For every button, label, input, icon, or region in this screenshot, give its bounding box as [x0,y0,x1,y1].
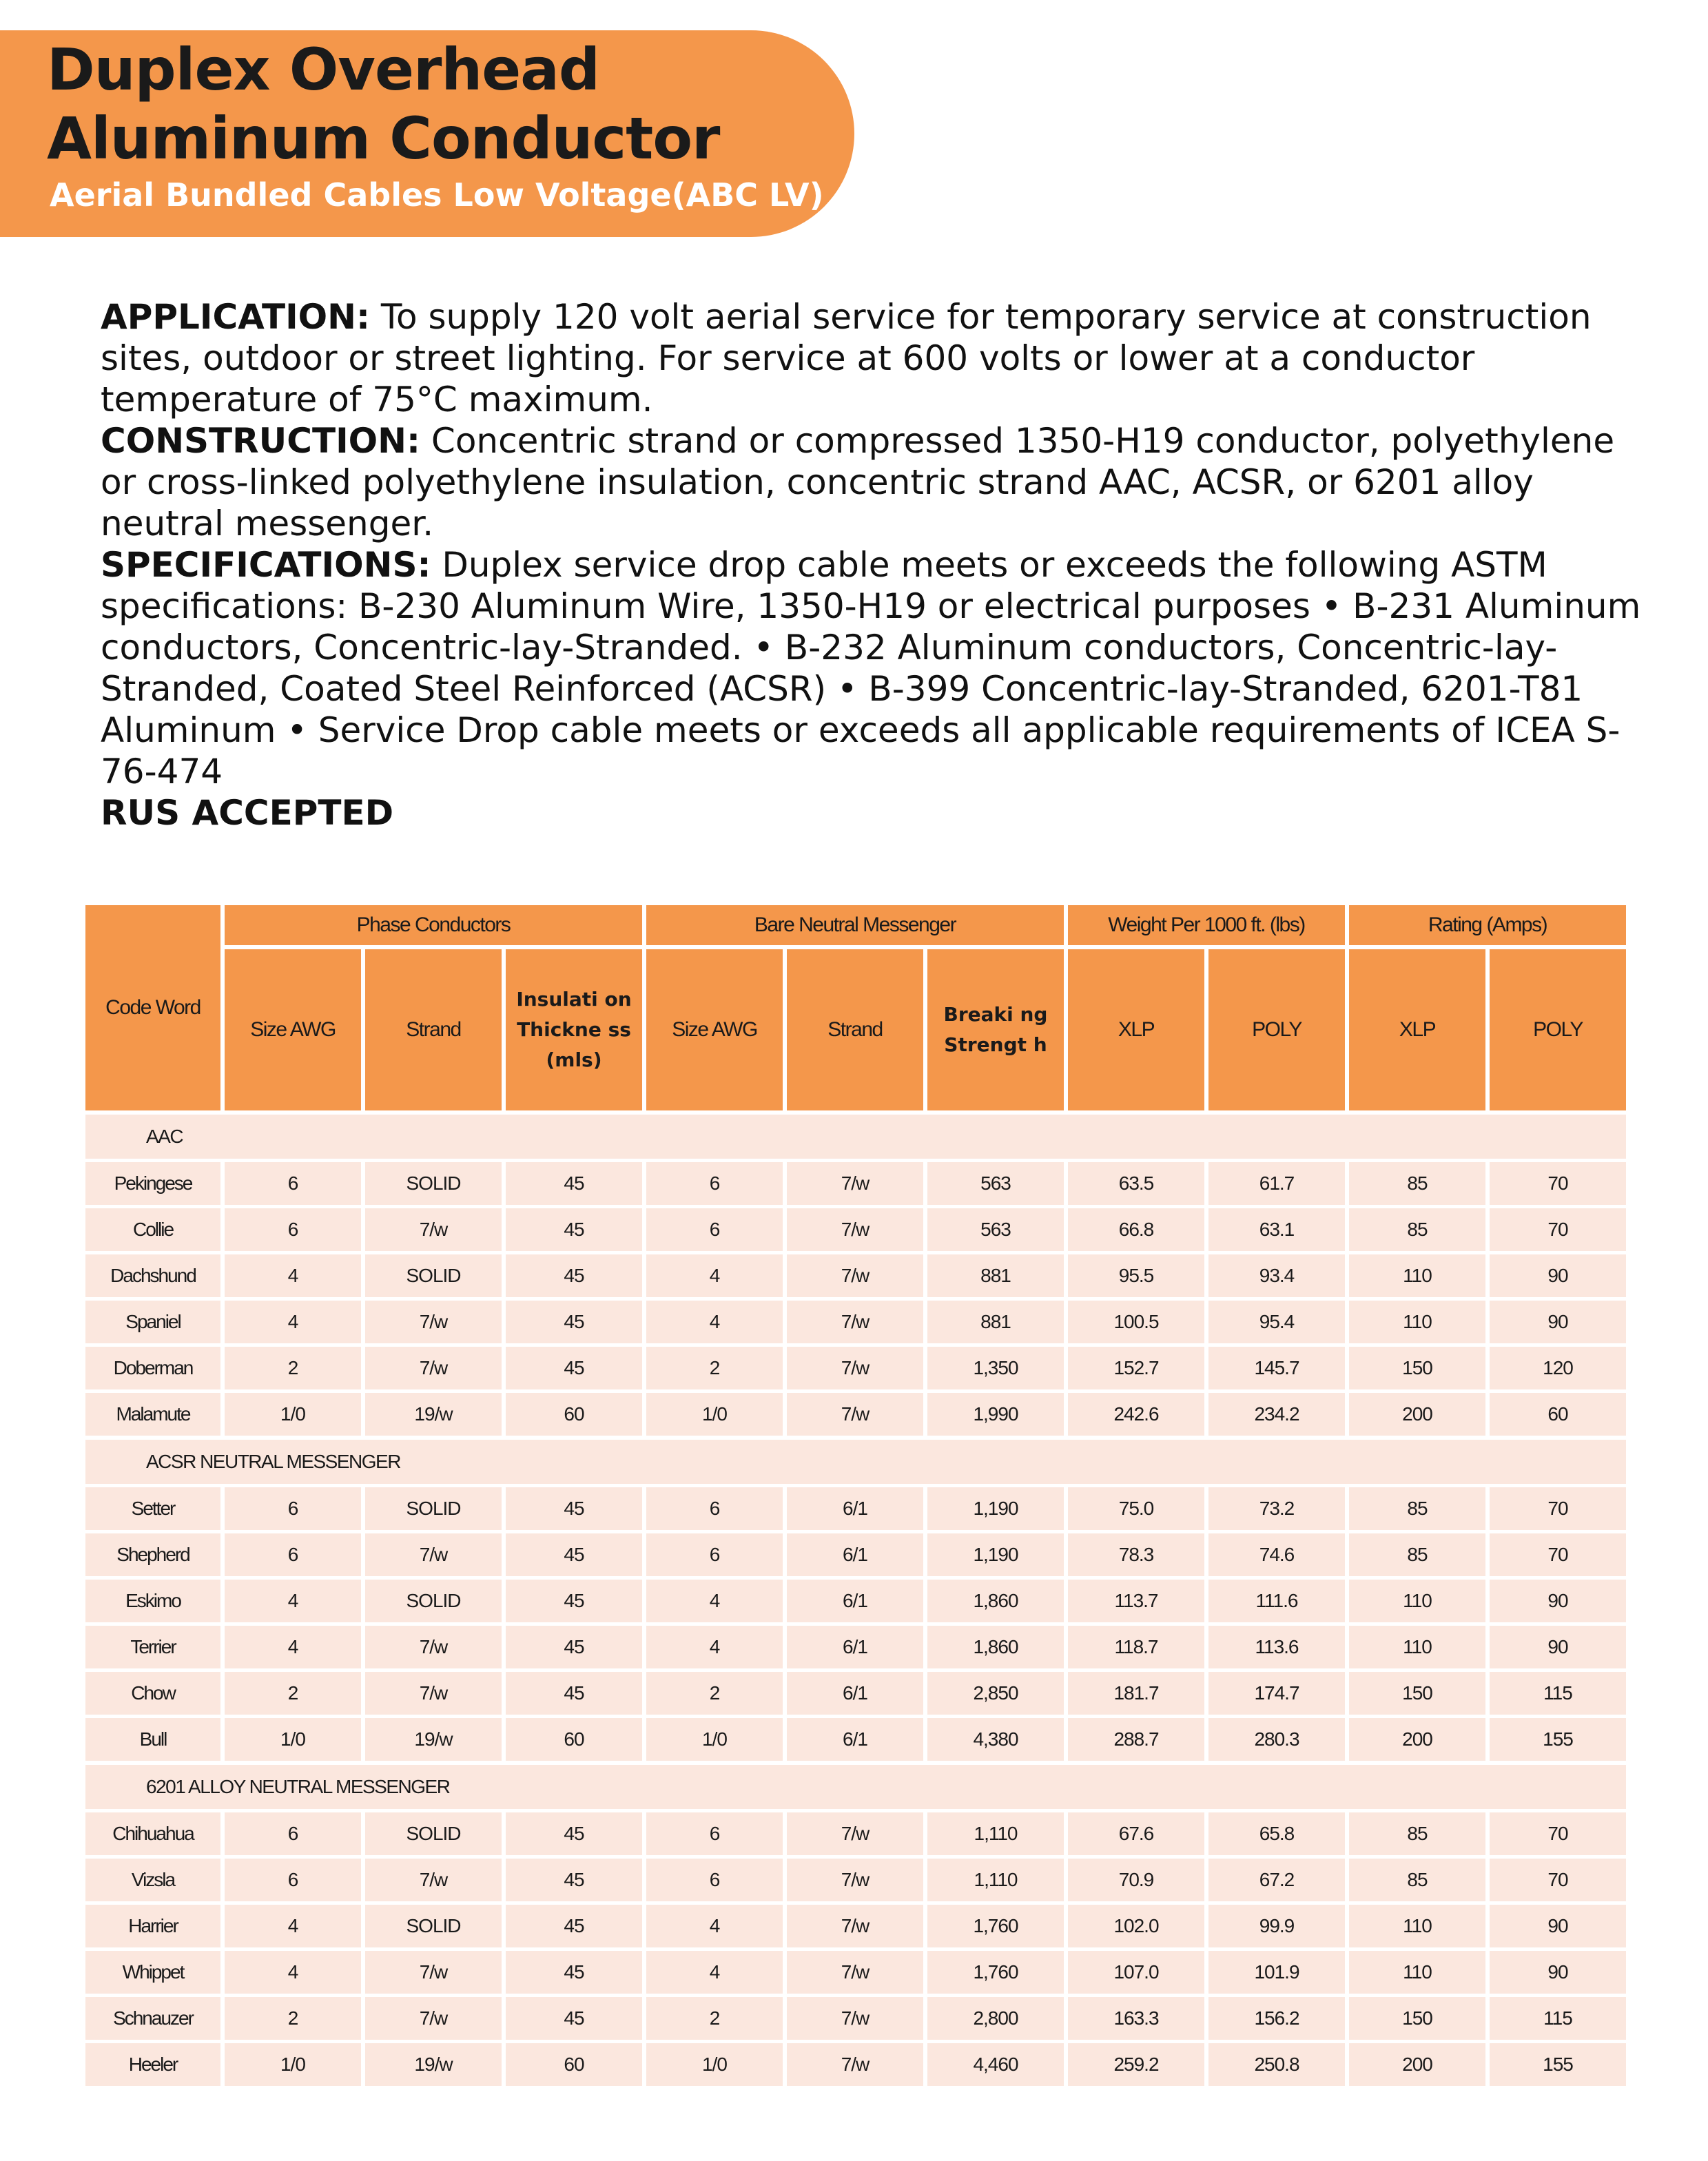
table-cell: 4,380 [927,1715,1064,1761]
construction-paragraph [101,420,1644,544]
table-cell: 1,190 [927,1484,1064,1530]
table-cell: 19/w [365,1389,502,1436]
table-cell: 1,860 [927,1622,1064,1668]
code-word-cell: Terrier [85,1622,220,1668]
table-cell: 150 [1349,1994,1485,2040]
table-cell: 6 [225,1159,361,1205]
table-cell: 6 [646,1530,783,1576]
table-cell: 70 [1490,1205,1626,1251]
table-cell: 6 [225,1484,361,1530]
table-cell: 45 [506,1994,642,2040]
table-cell: 1,990 [927,1389,1064,1436]
table-cell: 2 [225,1343,361,1389]
table-cell: 4 [646,1251,783,1297]
table-cell: SOLID [365,1484,502,1530]
table-cell: 2 [225,1668,361,1715]
code-word-cell: Whippet [85,1947,220,1994]
table-cell: 107.0 [1068,1947,1204,1994]
table-cell: 200 [1349,2040,1485,2086]
table-cell: 45 [506,1947,642,1994]
code-word-cell: Spaniel [85,1297,220,1343]
table-cell: 113.6 [1208,1622,1345,1668]
header-phase-conductors: Phase Conductors [225,905,642,945]
code-word-cell: Bull [85,1715,220,1761]
table-cell: 288.7 [1068,1715,1204,1761]
table-cell: 78.3 [1068,1530,1204,1576]
table-cell: 4 [225,1576,361,1622]
table-cell: 85 [1349,1530,1485,1576]
table-cell: SOLID [365,1159,502,1205]
specifications-text: Duplex service drop cable meets or exceeds the following ASTM specifications: B-230 Aluminum Wire, 1350-H19 or electrical purposes • B-231 Aluminum conductors, Concentric-lay-Stranded. • B-232 Aluminum conductors, Concentric-lay-Stranded, Coated Steel Reinforced (ACSR) • B-399 Concentric-lay-Stranded, 6201-T81 Aluminum • Service Drop cable meets or exceeds all applicable requirements of ICEA S-76-474 [101,545,1641,792]
table-cell: 101.9 [1208,1947,1345,1994]
table-cell: 250.8 [1208,2040,1345,2086]
table-cell: 563 [927,1159,1064,1205]
table-cell: 115 [1490,1994,1626,2040]
table-cell: 70.9 [1068,1855,1204,1901]
table-cell: 118.7 [1068,1622,1204,1668]
table-cell: 60 [506,1389,642,1436]
table-row [85,1622,1626,1668]
table-cell: 6/1 [787,1622,923,1668]
section-label: AAC [146,1126,183,1147]
table-cell: 1,350 [927,1343,1064,1389]
table-cell: 90 [1490,1622,1626,1668]
table-cell: 4 [225,1297,361,1343]
section-label: 6201 ALLOY NEUTRAL MESSENGER [146,1776,450,1797]
table-cell: 7/w [365,1947,502,1994]
table-cell: 2 [646,1343,783,1389]
table-cell: 90 [1490,1901,1626,1947]
table-cell: 6/1 [787,1530,923,1576]
table-cell: 280.3 [1208,1715,1345,1761]
table-cell: 6/1 [787,1576,923,1622]
application-paragraph [101,296,1644,420]
table-cell: 45 [506,1576,642,1622]
table-cell: 6 [646,1809,783,1855]
table-cell: 45 [506,1297,642,1343]
table-cell: 881 [927,1297,1064,1343]
specification-table [81,905,1630,2086]
table-cell: 4 [646,1622,783,1668]
table-cell: 74.6 [1208,1530,1345,1576]
table-cell: 85 [1349,1855,1485,1901]
header-insulation-thickness: Insulati on Thickne ss (mls) [506,949,642,1110]
table-cell: 7/w [787,1994,923,2040]
table-cell: 7/w [787,1159,923,1205]
header-breaking-strength: Breaki ng Strengt h [927,949,1064,1110]
table-cell: 4 [225,1947,361,1994]
table-cell: 60 [1490,1389,1626,1436]
table-row [85,1668,1626,1715]
table-cell: 155 [1490,1715,1626,1761]
table-cell: 4 [646,1297,783,1343]
table-cell: 1,860 [927,1576,1064,1622]
header-bare-neutral-messenger: Bare Neutral Messenger [646,905,1064,945]
table-cell: 45 [506,1668,642,1715]
table-cell: 6 [646,1484,783,1530]
code-word-cell: Doberman [85,1343,220,1389]
table-cell: 90 [1490,1297,1626,1343]
table-cell: 61.7 [1208,1159,1345,1205]
table-cell: 4 [225,1622,361,1668]
table-cell: 110 [1349,1947,1485,1994]
section-row [85,1761,1626,1809]
specifications-label: SPECIFICATIONS: [101,545,431,585]
table-cell: 2 [225,1994,361,2040]
table-cell: 7/w [365,1343,502,1389]
table-cell: 6 [225,1855,361,1901]
table-cell: 1/0 [646,1715,783,1761]
table-row [85,1343,1626,1389]
table-cell: 7/w [787,1901,923,1947]
table-cell: 4 [225,1251,361,1297]
table-cell: 7/w [365,1855,502,1901]
table-cell: 2,800 [927,1994,1064,2040]
table-cell: 2,850 [927,1668,1064,1715]
table-cell: 1/0 [225,1389,361,1436]
header-rating-xlp: XLP [1349,949,1485,1110]
specifications-paragraph [101,544,1644,792]
table-row [85,1994,1626,2040]
code-word-cell: Eskimo [85,1576,220,1622]
code-word-cell: Schnauzer [85,1994,220,2040]
code-word-cell: Heeler [85,2040,220,2086]
table-cell: 181.7 [1068,1668,1204,1715]
table-cell: 1/0 [646,2040,783,2086]
table-cell: 2 [646,1668,783,1715]
table-cell: 7/w [787,1809,923,1855]
table-cell: 110 [1349,1622,1485,1668]
table-cell: 1/0 [225,2040,361,2086]
table-cell: 90 [1490,1947,1626,1994]
code-word-cell: Setter [85,1484,220,1530]
construction-text: Concentric strand or compressed 1350-H19 conductor, polyethylene or cross-linked polyethylene insulation, concentric strand AAC, ACSR, or 6201 alloy neutral messenger. [101,421,1615,544]
table-cell: 45 [506,1205,642,1251]
page-title-line-2: Aluminum Conductor [47,105,720,172]
header-weight: Weight Per 1000 ft. (lbs) [1068,905,1345,945]
table-cell: 85 [1349,1809,1485,1855]
table-cell: 163.3 [1068,1994,1204,2040]
table-cell: 110 [1349,1901,1485,1947]
table-cell: 45 [506,1901,642,1947]
table-cell: 2 [646,1994,783,2040]
table-cell: 150 [1349,1343,1485,1389]
table-cell: 7/w [787,1343,923,1389]
code-word-cell: Pekingese [85,1159,220,1205]
table-cell: 95.5 [1068,1251,1204,1297]
table-cell: 110 [1349,1576,1485,1622]
code-word-cell: Harrier [85,1901,220,1947]
table-cell: 111.6 [1208,1576,1345,1622]
table-cell: 85 [1349,1484,1485,1530]
table-cell: 70 [1490,1530,1626,1576]
table-cell: 45 [506,1855,642,1901]
section-row [85,1110,1626,1159]
table-row [85,1205,1626,1251]
header-neutral-strand: Strand [787,949,923,1110]
header-neutral-size: Size AWG [646,949,783,1110]
table-cell: 6 [225,1809,361,1855]
code-word-cell: Dachshund [85,1251,220,1297]
table-cell: 75.0 [1068,1484,1204,1530]
header-phase-strand: Strand [365,949,502,1110]
table-cell: 99.9 [1208,1901,1345,1947]
code-word-cell: Chow [85,1668,220,1715]
table-cell: 1,760 [927,1901,1064,1947]
table-cell: 6 [225,1205,361,1251]
table-cell: 45 [506,1484,642,1530]
table-cell: 1,110 [927,1809,1064,1855]
table-row [85,1389,1626,1436]
table-cell: 45 [506,1809,642,1855]
table-cell: 6/1 [787,1484,923,1530]
table-cell: 63.1 [1208,1205,1345,1251]
table-cell: 7/w [787,1205,923,1251]
rus-accepted-note: RUS ACCEPTED [101,793,394,833]
table-row [85,1484,1626,1530]
table-cell: 1,760 [927,1947,1064,1994]
table-cell: 156.2 [1208,1994,1345,2040]
table-cell: 155 [1490,2040,1626,2086]
table-cell: 45 [506,1159,642,1205]
header-code-word: Code Word [85,905,220,1110]
table-cell: 7/w [787,1251,923,1297]
table-cell: 7/w [365,1668,502,1715]
table-cell: 67.6 [1068,1809,1204,1855]
header-weight-poly: POLY [1208,949,1345,1110]
header-phase-size: Size AWG [225,949,361,1110]
description-block [101,296,1644,834]
table-cell: 4,460 [927,2040,1064,2086]
table-cell: 4 [646,1901,783,1947]
table-cell: 102.0 [1068,1901,1204,1947]
table-cell: 150 [1349,1668,1485,1715]
table-cell: 200 [1349,1389,1485,1436]
table-row [85,1530,1626,1576]
table-cell: 93.4 [1208,1251,1345,1297]
table-cell: 85 [1349,1205,1485,1251]
table-cell: 45 [506,1251,642,1297]
header-weight-xlp: XLP [1068,949,1204,1110]
table-cell: 73.2 [1208,1484,1345,1530]
table-row [85,1809,1626,1855]
header-rating-poly: POLY [1490,949,1626,1110]
table-cell: 63.5 [1068,1159,1204,1205]
section-row [85,1436,1626,1484]
table-cell: 7/w [365,1622,502,1668]
table-cell: 45 [506,1622,642,1668]
table-cell: 145.7 [1208,1343,1345,1389]
table-row [85,1297,1626,1343]
table-cell: 1/0 [225,1715,361,1761]
table-row [85,2040,1626,2086]
code-word-cell: Malamute [85,1389,220,1436]
table-cell: 65.8 [1208,1809,1345,1855]
table-cell: 259.2 [1068,2040,1204,2086]
code-word-cell: Shepherd [85,1530,220,1576]
section-cell [85,1761,1626,1809]
table-cell: 45 [506,1530,642,1576]
section-cell [85,1436,1626,1484]
table-cell: 1/0 [646,1389,783,1436]
table-cell: 85 [1349,1159,1485,1205]
page-subtitle: Aerial Bundled Cables Low Voltage(ABC LV) [50,176,824,214]
table-cell: 1,110 [927,1855,1064,1901]
table-cell: 7/w [365,1297,502,1343]
section-cell [85,1110,1626,1159]
table-cell: 6/1 [787,1715,923,1761]
table-body [85,1110,1626,2086]
table-cell: 7/w [365,1205,502,1251]
table-cell: 115 [1490,1668,1626,1715]
table-cell: 881 [927,1251,1064,1297]
table-row [85,1159,1626,1205]
table-cell: 90 [1490,1251,1626,1297]
header-rating: Rating (Amps) [1349,905,1626,945]
section-label: ACSR NEUTRAL MESSENGER [146,1451,400,1472]
table-cell: 70 [1490,1809,1626,1855]
code-word-cell: Vizsla [85,1855,220,1901]
table-cell: 110 [1349,1297,1485,1343]
table-cell: 6 [646,1855,783,1901]
table-cell: 7/w [365,1994,502,2040]
table-cell: 4 [646,1576,783,1622]
table-cell: 66.8 [1068,1205,1204,1251]
table-cell: 6 [646,1205,783,1251]
table-cell: 6 [225,1530,361,1576]
page-title-line-1: Duplex Overhead [47,36,599,103]
table-cell: 174.7 [1208,1668,1345,1715]
table-cell: 90 [1490,1576,1626,1622]
table-cell: 19/w [365,1715,502,1761]
table-cell: 7/w [365,1530,502,1576]
table-cell: 60 [506,1715,642,1761]
table-cell: 1,190 [927,1530,1064,1576]
table-cell: 67.2 [1208,1855,1345,1901]
table-cell: 152.7 [1068,1343,1204,1389]
code-word-cell: Collie [85,1205,220,1251]
table-cell: 70 [1490,1159,1626,1205]
table-cell: 7/w [787,1855,923,1901]
table-cell: 4 [225,1901,361,1947]
table-cell: 234.2 [1208,1389,1345,1436]
table-row [85,1251,1626,1297]
table-cell: 6 [646,1159,783,1205]
table-cell: 6/1 [787,1668,923,1715]
table-cell: SOLID [365,1901,502,1947]
construction-label: CONSTRUCTION: [101,421,421,461]
table-cell: 60 [506,2040,642,2086]
table-cell: 4 [646,1947,783,1994]
table-cell: 113.7 [1068,1576,1204,1622]
table-cell: 7/w [787,2040,923,2086]
table-cell: 100.5 [1068,1297,1204,1343]
table-cell: 45 [506,1343,642,1389]
table-cell: 110 [1349,1251,1485,1297]
table-cell: SOLID [365,1251,502,1297]
table-cell: 120 [1490,1343,1626,1389]
table-cell: 200 [1349,1715,1485,1761]
code-word-cell: Chihuahua [85,1809,220,1855]
table-cell: SOLID [365,1576,502,1622]
table-cell: 563 [927,1205,1064,1251]
table-cell: 242.6 [1068,1389,1204,1436]
table-row [85,1855,1626,1901]
application-text: To supply 120 volt aerial service for temporary service at construction sites, outdoor or street lighting. For service at 600 volts or lower at a conductor temperature of 75°C maximum. [101,297,1592,420]
table-cell: 7/w [787,1297,923,1343]
table-row [85,1715,1626,1761]
table-row [85,1947,1626,1994]
table-cell: 7/w [787,1389,923,1436]
table-cell: SOLID [365,1809,502,1855]
table-cell: 19/w [365,2040,502,2086]
table-cell: 7/w [787,1947,923,1994]
application-label: APPLICATION: [101,297,371,337]
table-cell: 95.4 [1208,1297,1345,1343]
table-row [85,1901,1626,1947]
table-cell: 70 [1490,1484,1626,1530]
table-row [85,1576,1626,1622]
table-cell: 70 [1490,1855,1626,1901]
